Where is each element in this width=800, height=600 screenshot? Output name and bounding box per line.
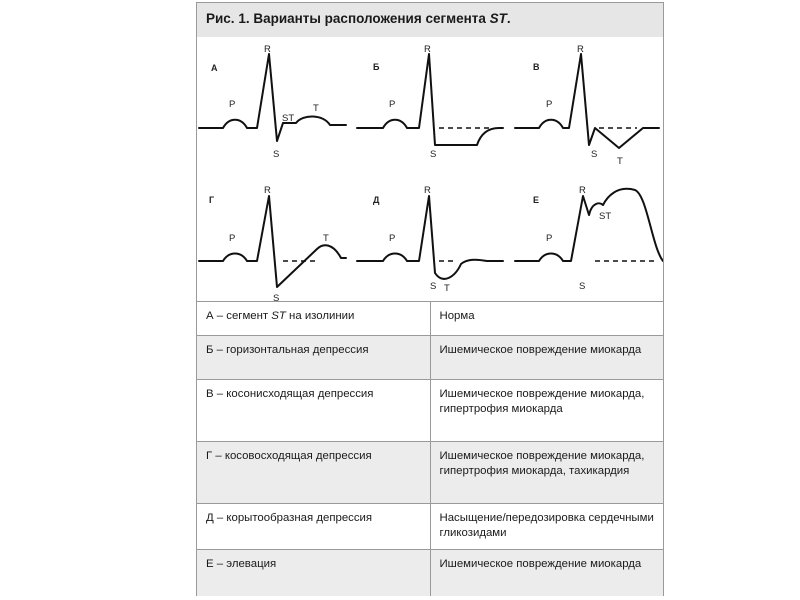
- meaning-cell: Ишемическое повреждение миокарда, гипертрофия миокарда, тахикардия: [430, 442, 663, 504]
- wave-letter-d: Г: [209, 195, 215, 205]
- meaning-cell: Ишемическое повреждение миокарда, гипертрофия миокарда: [430, 380, 663, 442]
- label-d-p: P: [229, 233, 236, 244]
- wave-letter-b: Б: [373, 62, 380, 72]
- label-b-s: S: [430, 149, 437, 160]
- table-row: [197, 442, 663, 504]
- variant-cell: Е – элевация: [197, 550, 430, 596]
- variant-cell: А – сегмент ST на изолинии: [197, 302, 430, 336]
- meaning-cell: Норма: [430, 302, 663, 336]
- label-d-t: T: [323, 233, 329, 244]
- table-row: [197, 380, 663, 442]
- label-b-p: P: [389, 99, 396, 110]
- table-row: [197, 336, 663, 380]
- figure-title-bar: [197, 3, 663, 37]
- label-e-s: S: [430, 281, 437, 292]
- variant-cell: Б – горизонтальная депрессия: [197, 336, 430, 380]
- figure-frame: [196, 2, 664, 596]
- meaning-cell: Ишемическое повреждение миокарда: [430, 336, 663, 380]
- table-row: [197, 504, 663, 550]
- variant-cell: Г – косовосходящая депрессия: [197, 442, 430, 504]
- label-f-st: ST: [599, 211, 612, 222]
- label-f-p: P: [546, 233, 553, 244]
- label-b-r: R: [424, 44, 431, 55]
- label-c-p: P: [546, 99, 553, 110]
- table-row: [197, 550, 663, 596]
- label-e-t: T: [444, 283, 450, 294]
- wave-letter-c: В: [533, 62, 540, 72]
- label-d-r: R: [264, 185, 271, 196]
- waveform-a: [199, 54, 346, 141]
- label-e-r: R: [424, 185, 431, 196]
- table-row: [197, 302, 663, 336]
- meaning-cell: Насыщение/передозировка сердечными гликозидами: [430, 504, 663, 550]
- label-e-p: P: [389, 233, 396, 244]
- wave-letter-a: А: [211, 63, 218, 73]
- ecg-diagram: [197, 37, 663, 301]
- meaning-cell: Ишемическое повреждение миокарда: [430, 550, 663, 596]
- variant-cell: Д – корытообразная депрессия: [197, 504, 430, 550]
- st-variants-table: [197, 301, 663, 596]
- label-c-r: R: [577, 44, 584, 55]
- label-c-s: S: [591, 149, 598, 160]
- figure-title: Рис. 1. Варианты расположения сегмента ST.: [206, 11, 511, 26]
- label-f-s: S: [579, 281, 586, 292]
- label-c-t: T: [617, 156, 623, 167]
- ecg-svg: [197, 37, 663, 301]
- label-a-r: R: [264, 44, 271, 55]
- label-a-st: ST: [282, 113, 295, 124]
- label-a-p: P: [229, 99, 236, 110]
- variant-cell: В – косонисходящая депрессия: [197, 380, 430, 442]
- waveform-e: [357, 196, 503, 279]
- label-d-s: S: [273, 293, 280, 301]
- label-a-s: S: [273, 149, 280, 160]
- label-f-r: R: [579, 185, 586, 196]
- wave-letter-e: Д: [373, 195, 380, 205]
- wave-letter-f: Е: [533, 195, 540, 205]
- label-a-t: T: [313, 103, 319, 114]
